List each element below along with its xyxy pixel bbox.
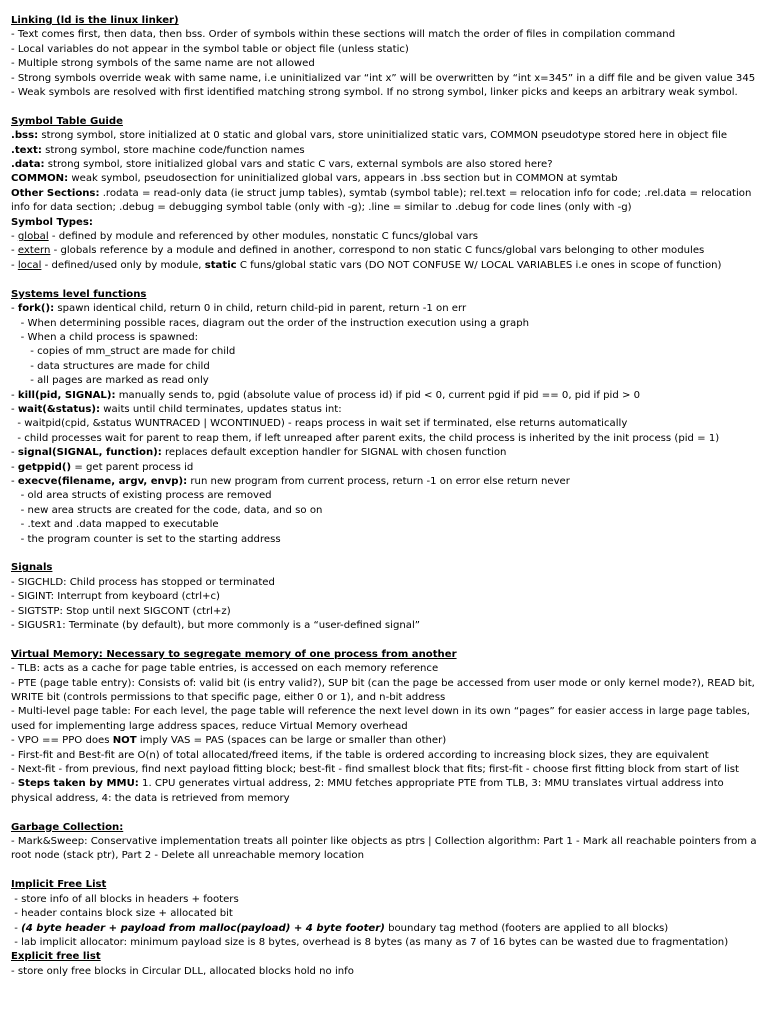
section-spacer [11,806,761,820]
notes-section [11,561,761,633]
text-run: - data structures are made for child [11,360,210,372]
text-run: - PTE (page table entry): Consists of: valid bit (is entry valid?), SUP bit (can the page be accessed from user mode or only kernel mode?), READ bit, WRITE bit (controls permissions to that specific page, either 0 or 1), and n-bit address [11,677,759,704]
text-run: - When determining possible races, diagram out the order of the instruction execution using a graph [11,317,529,329]
emphasized-text: local [17,259,42,271]
notes-section [11,115,761,273]
emphasized-text: global [17,231,49,243]
text-run: - store info of all blocks in headers + footers [11,893,239,905]
text-run: - Next-fit - from previous, find next payload fitting block; best-fit - find smallest block that fits; first-fit - choose first fitting block from start of list [11,764,739,776]
text-run: - Multiple strong symbols of the same name are not allowed [11,58,315,70]
note-line [11,835,761,864]
notes-section [11,14,761,100]
note-line [11,72,761,86]
note-line [11,417,761,431]
note-line [11,374,761,388]
text-run: - [11,389,18,401]
section-spacer [11,633,761,647]
note-line [11,763,761,777]
notes-section [11,878,761,950]
note-line [11,749,761,763]
text-run: - Strong symbols override weak with same name, i.e uninitialized var “int x” will be overwritten by “int x=345” in a diff file and be given value 345 [11,72,756,84]
section-heading: Systems level functions [11,288,147,300]
note-line [11,893,761,907]
note-line [11,662,761,676]
notes-section [11,821,761,864]
text-run: - header contains block size + allocated bit [11,908,233,920]
note-line [11,187,761,216]
note-line [11,43,761,57]
note-line [11,28,761,42]
text-run: - [11,245,18,257]
text-run: - globals reference by a module and defined in another, correspond to non static C funcs/global vars belonging to other modules [50,245,705,257]
section-heading: Virtual Memory: Necessary to segregate memory of one process from another [11,648,457,660]
notes-document [11,14,761,979]
text-run: - [11,303,18,315]
note-line [11,907,761,921]
text-run: - Text comes first, then data, then bss. Order of symbols within these sections will match the order of files in compilation command [11,29,676,41]
text-run: strong symbol, store initialized at 0 static and global vars, store uninitialized static vars, COMMON pseudotype stored here in object file [38,130,728,142]
note-line [11,345,761,359]
text-run: - TLB: acts as a cache for page table entries, is accessed on each memory reference [11,663,439,675]
emphasized-text: getppid() [17,461,72,473]
section-heading: Linking (ld is the linux linker) [11,15,179,26]
note-line [11,230,761,244]
emphasized-text: .data: [11,159,45,171]
note-line [11,518,761,532]
text-run: - old area structs of existing process are removed [11,490,272,502]
note-line [11,965,761,979]
note-line [11,504,761,518]
note-line [11,619,761,633]
text-run: - Multi-level page table: For each level, the page table will reference the next level down in its own “pages” for easier access in large page tables, used for implementing large address spaces, reduce Virtual Memory overhead [11,706,754,732]
section-heading: Signals [11,562,53,574]
emphasized-text: Steps taken by MMU: [17,778,139,790]
emphasized-text: .bss: [11,130,39,142]
text-run: - SIGUSR1: Terminate (by default), but more commonly is a “user-defined signal” [11,620,420,632]
text-run: - Local variables do not appear in the symbol table or object file (unless static) [11,43,409,55]
text-run: - defined by module and referenced by other modules, nonstatic C funcs/global vars [48,231,479,243]
text-run: - .text and .data mapped to executable [11,519,219,531]
text-run: - [11,231,18,243]
note-line [11,57,761,71]
note-line [11,461,761,475]
text-run: - [11,461,18,473]
note-line [11,446,761,460]
text-run: strong symbol, store machine code/function names [41,144,305,156]
emphasized-text: Symbol Types: [11,216,93,228]
text-run: run new program from current process, return -1 on error else return never [187,475,570,487]
emphasized-text: wait(&status): [17,403,101,415]
text-run: - Mark&Sweep: Conservative implementation treats all pointer like objects as ptrs | Collection algorithm: Part 1 - Mark all reachable pointers from a root node (stack ptr), Part 2 - Delete all unreachable memory location [11,836,760,862]
note-line [11,605,761,619]
emphasized-text: static [204,259,237,271]
section-heading: Symbol Table Guide [11,115,123,127]
text-run: - child processes wait for parent to reap them, if left unreaped after parent exits, the child process is inherited by the init process (pid = 1) [11,432,720,444]
note-line [11,129,761,143]
note-line [11,216,761,230]
text-run: - [11,778,18,790]
text-run: - copies of mm_struct are made for child [11,346,236,358]
note-line [11,302,761,316]
emphasized-text: Other Sections: [11,187,100,199]
emphasized-text: COMMON: [11,173,69,185]
section-spacer [11,273,761,287]
note-line [11,777,761,806]
note-line [11,244,761,258]
emphasized-text: signal(SIGNAL, function): [17,447,162,459]
text-run: boundary tag method (footers are applied to all blocks) [384,922,669,934]
section-spacer [11,100,761,114]
note-line [11,432,761,446]
note-line [11,475,761,489]
text-run: - the program counter is set to the starting address [11,533,281,545]
text-run: - [11,259,18,271]
notes-section [11,288,761,547]
text-run: - defined/used only by module, [41,259,205,271]
text-run: - [11,403,18,415]
note-line [11,489,761,503]
note-line [11,144,761,158]
section-heading: Implicit Free List [11,879,107,891]
emphasized-text: (4 byte header + payload from malloc(payload) + 4 byte footer) [21,922,385,934]
note-line [11,389,761,403]
emphasized-text: execve(filename, argv, envp): [17,475,188,487]
note-line [11,158,761,172]
text-run: - First-fit and Best-fit are O(n) of total allocated/freed items, if the table is ordered according to increasing block sizes, they are equivalent [11,749,709,761]
emphasized-text: .text: [11,144,42,156]
section-heading: Explicit free list [11,951,101,963]
note-line [11,172,761,186]
note-line [11,590,761,604]
text-run: - When a child process is spawned: [11,331,199,343]
text-run: weak symbol, pseudosection for uninitialized global vars, appears in .bss section but in COMMON at symtab [68,173,618,185]
note-line [11,403,761,417]
text-run: - waitpid(cpid, &status WUNTRACED | WCONTINUED) - reaps process in wait set if terminated, else returns automatically [11,418,628,430]
note-line [11,576,761,590]
text-run: - SIGTSTP: Stop until next SIGCONT (ctrl+z) [11,605,231,617]
note-line [11,734,761,748]
note-line [11,936,761,950]
note-line [11,705,761,734]
text-run: - VPO == PPO does [11,735,113,747]
notes-section [11,648,761,806]
text-run: - Weak symbols are resolved with first identified matching strong symbol. If no strong symbol, linker picks and keeps an arbitrary weak symbol. [11,87,738,99]
note-line [11,360,761,374]
text-run: - [11,475,18,487]
text-run: C funs/global static vars (DO NOT CONFUSE W/ LOCAL VARIABLES i.e ones in scope of function) [236,259,722,271]
emphasized-text: extern [17,245,51,257]
note-line [11,922,761,936]
text-run: - new area structs are created for the code, data, and so on [11,504,323,516]
section-heading: Garbage Collection: [11,821,124,833]
text-run: - all pages are marked as read only [11,375,209,387]
text-run: - lab implicit allocator: minimum payload size is 8 bytes, overhead is 8 bytes (as many as 7 of 16 bytes can be wasted due to fragmentation) [11,936,729,948]
section-spacer [11,864,761,878]
emphasized-text: NOT [112,735,137,747]
text-run: - SIGINT: Interrupt from keyboard (ctrl+c) [11,591,220,603]
text-run: spawn identical child, return 0 in child, return child-pid in parent, return -1 on err [54,303,467,315]
note-line [11,86,761,100]
note-line [11,259,761,273]
text-run: waits until child terminates, updates status int: [100,403,342,415]
text-run: - [11,447,18,459]
text-run: - store only free blocks in Circular DLL, allocated blocks hold no info [11,965,354,977]
text-run: = get parent process id [71,461,194,473]
note-line [11,331,761,345]
text-run: 1. CPU generates virtual address, 2: MMU fetches appropriate PTE from TLB, 3: MMU translates virtual address into physical address, 4: the data is retrieved from memory [11,778,727,804]
section-spacer [11,547,761,561]
text-run: - SIGCHLD: Child process has stopped or terminated [11,576,275,588]
note-line [11,317,761,331]
notes-section [11,950,761,979]
note-line [11,533,761,547]
text-run: - [11,922,22,934]
emphasized-text: kill(pid, SIGNAL): [17,389,116,401]
text-run: manually sends to, pgid (absolute value of process id) if pid < 0, current pgid if pid == 0, pid if pid > 0 [115,389,641,401]
note-line [11,677,761,706]
text-run: replaces default exception handler for SIGNAL with chosen function [161,447,507,459]
text-run: .rodata = read-only data (ie struct jump tables), symtab (symbol table); rel.text = relocation info for code; .rel.data = relocation info for data section; .debug = debugging symbol table (only with -g); .line = similar to .debug for code lines (only with -g) [11,187,755,214]
text-run: imply VAS = PAS (spaces can be large or smaller than other) [136,735,447,747]
text-run: strong symbol, store initialized global vars and static C vars, external symbols are also stored here? [44,159,553,171]
emphasized-text: fork(): [17,303,55,315]
